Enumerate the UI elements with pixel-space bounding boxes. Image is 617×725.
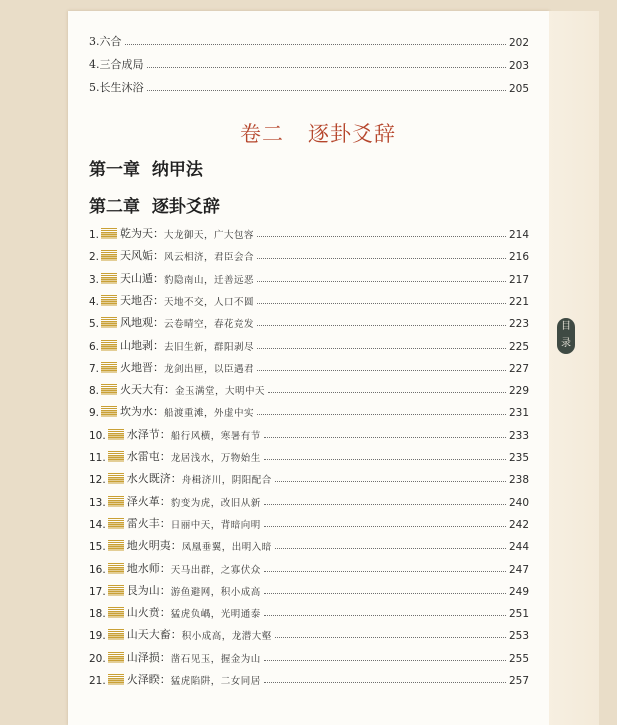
hexagram-name: 火泽睽	[126, 673, 160, 686]
dot-leader	[264, 615, 506, 616]
toc-entry[interactable]	[89, 75, 529, 95]
hexagram-icon	[108, 629, 124, 640]
dot-leader	[257, 414, 506, 415]
dot-leader	[264, 571, 506, 572]
entry-number: 6.	[89, 340, 100, 353]
hexagram-subtitle: 日丽中天，背暗向明	[170, 519, 261, 531]
separator-colon: ：	[159, 606, 171, 620]
toc-entry-hexagram[interactable]	[89, 533, 529, 553]
dot-leader	[257, 303, 506, 304]
hexagram-subtitle: 船行风横，寒暑有节	[170, 430, 261, 442]
entry-number: 7.	[89, 362, 100, 375]
hexagram-name: 艮为山	[126, 583, 160, 597]
chapter-heading[interactable]	[89, 155, 203, 180]
dot-leader	[257, 258, 506, 259]
separator-colon: ：	[170, 539, 182, 553]
hexagram-name: 水泽节	[126, 427, 160, 441]
hexagram-subtitle: 龙剑出匣，以臣遇君	[164, 363, 255, 375]
toc-page-number: 235	[508, 452, 529, 464]
hexagram-icon	[101, 250, 117, 261]
entry-number: 12.	[89, 474, 106, 487]
dot-leader	[257, 348, 506, 349]
toc-entry-hexagram[interactable]	[89, 466, 529, 486]
entry-number: 2.	[89, 251, 100, 264]
toc-entry-hexagram[interactable]	[89, 489, 529, 509]
hexagram-icon	[108, 674, 124, 685]
hexagram-subtitle: 云卷晴空，春花竞发	[164, 319, 255, 331]
dot-leader	[257, 281, 506, 282]
dot-leader	[264, 504, 506, 505]
page-margin	[549, 11, 599, 725]
toc-page-number: 238	[508, 474, 529, 487]
toc-entry[interactable]	[89, 52, 529, 72]
hexagram-name: 天地否	[120, 293, 154, 307]
dot-leader	[275, 637, 506, 638]
toc-page-number: 233	[508, 429, 529, 442]
toc-page-number: 231	[508, 407, 529, 420]
entry-number: 15.	[89, 541, 106, 554]
toc-entry-hexagram[interactable]	[89, 243, 529, 263]
entry-number: 21.	[89, 675, 106, 687]
toc-page-number: 227	[508, 362, 529, 375]
hexagram-name: 山地剥	[120, 338, 154, 352]
hexagram-subtitle: 豹隐南山，迁善远恶	[164, 274, 255, 286]
toc-entry-hexagram[interactable]	[89, 422, 529, 442]
dot-leader	[264, 437, 506, 438]
toc-entry-hexagram[interactable]	[89, 667, 529, 687]
hexagram-name: 天风姤	[120, 249, 154, 263]
toc-entry-hexagram[interactable]	[89, 600, 529, 620]
dot-leader	[264, 593, 506, 594]
toc-page-number: 249	[508, 585, 529, 598]
separator-colon: ：	[153, 360, 165, 374]
hexagram-subtitle: 猛虎负嵎，光明通泰	[170, 609, 261, 621]
entry-number: 17.	[89, 585, 106, 598]
separator-colon: ：	[164, 383, 176, 397]
hexagram-icon	[101, 295, 117, 306]
hexagram-subtitle: 游鱼避网，积小成高	[170, 586, 261, 598]
separator-colon: ：	[153, 271, 165, 285]
hexagram-icon	[101, 340, 117, 351]
volume-name: 逐卦爻辞	[308, 122, 396, 146]
dot-leader	[257, 236, 506, 237]
volume-part: 卷二	[240, 122, 284, 146]
toc-page-number: 251	[508, 608, 529, 621]
toc-entry-hexagram[interactable]	[89, 333, 529, 353]
hexagram-subtitle: 舟楫济川，阴阳配合	[181, 475, 272, 487]
hexagram-subtitle: 豹变为虎，改旧从新	[170, 497, 261, 509]
dot-leader	[264, 660, 506, 661]
dot-leader	[257, 370, 506, 371]
entry-number: 10.	[89, 429, 106, 442]
hexagram-subtitle: 大龙御天，广大包容	[164, 230, 255, 241]
separator-colon: ：	[153, 227, 165, 240]
hexagram-icon	[108, 429, 124, 440]
entry-number: 13.	[89, 496, 106, 509]
separator-colon: ：	[159, 561, 171, 575]
separator-colon: ：	[153, 338, 165, 352]
hexagram-subtitle: 天地不交，人口不圆	[164, 296, 255, 308]
toc-page-number: 244	[508, 541, 529, 554]
hexagram-icon	[108, 585, 124, 596]
hexagram-name: 雷火丰	[126, 516, 160, 530]
separator-colon: ：	[159, 516, 171, 530]
dot-leader	[275, 481, 506, 482]
hexagram-subtitle: 风云相济，君臣会合	[164, 252, 255, 264]
volume-title	[240, 118, 396, 148]
hexagram-name: 地火明夷	[126, 539, 171, 553]
hexagram-name: 山泽损	[126, 650, 160, 664]
toc-entry-hexagram[interactable]	[89, 310, 529, 330]
hexagram-subtitle: 凤凰垂翼，出明入暗	[181, 542, 272, 554]
toc-entry-hexagram[interactable]	[89, 377, 529, 397]
hexagram-subtitle: 猛虎陷阱，二女同居	[170, 676, 261, 687]
toc-entry-hexagram[interactable]	[89, 645, 529, 665]
entry-number: 16.	[89, 563, 106, 576]
chapter-title: 逐卦爻辞	[151, 197, 220, 217]
toc-page-number: 242	[508, 518, 529, 531]
entry-number: 4.	[89, 295, 100, 308]
hexagram-name: 山天大畜	[126, 628, 171, 642]
toc-page-number: 229	[508, 385, 529, 398]
contents-tab	[557, 318, 575, 354]
hexagram-name: 山火贲	[126, 606, 160, 620]
dot-leader	[264, 459, 506, 460]
hexagram-subtitle: 天马出群，之寡伏众	[170, 564, 261, 576]
hexagram-icon	[108, 496, 124, 507]
toc-page-number: 205	[508, 83, 529, 95]
hexagram-icon	[101, 317, 117, 328]
entry-number: 1.	[89, 229, 100, 241]
separator-colon: ：	[159, 427, 171, 441]
hexagram-name: 泽火革	[126, 494, 160, 508]
hexagram-name: 天山遁	[120, 271, 154, 285]
hexagram-subtitle: 去旧生新，群阳剥尽	[164, 341, 255, 353]
hexagram-icon	[101, 406, 117, 417]
toc-entry-hexagram[interactable]	[89, 266, 529, 286]
entry-number: 8.	[89, 385, 100, 398]
hexagram-icon	[101, 273, 117, 284]
toc-page-number: 203	[508, 60, 529, 72]
hexagram-name: 火天大有	[120, 383, 165, 397]
hexagram-icon	[108, 652, 124, 663]
hexagram-icon	[108, 607, 124, 618]
entry-number: 19.	[89, 630, 106, 643]
hexagram-subtitle: 金玉满堂，大明中天	[175, 386, 266, 398]
dot-leader	[264, 526, 506, 527]
toc-page-number: 257	[508, 675, 529, 687]
dot-leader	[268, 392, 506, 393]
toc-entry-hexagram[interactable]	[89, 556, 529, 576]
chapter-title: 纳甲法	[151, 160, 203, 180]
toc-entry-hexagram[interactable]	[89, 622, 529, 642]
hexagram-subtitle: 积小成高，龙潜大壑	[181, 631, 272, 643]
dot-leader	[264, 682, 506, 683]
hexagram-name: 水雷屯	[126, 450, 160, 463]
entry-number: 11.	[89, 452, 106, 464]
toc-entry-hexagram[interactable]	[89, 288, 529, 308]
hexagram-subtitle: 龙居浅水，万物始生	[170, 453, 261, 464]
hexagram-subtitle: 凿石见玉，握金为山	[170, 653, 261, 665]
toc-entry-hexagram[interactable]	[89, 221, 529, 241]
hexagram-icon	[101, 362, 117, 373]
toc-page-number: 247	[508, 563, 529, 576]
entry-number: 14.	[89, 518, 106, 531]
toc-page-number: 216	[508, 251, 529, 264]
toc-page-number: 217	[508, 273, 529, 286]
dot-leader	[275, 548, 506, 549]
toc-entry-label: 3.六合	[89, 35, 122, 48]
separator-colon: ：	[170, 472, 182, 486]
toc-entry-hexagram[interactable]	[89, 399, 529, 419]
hexagram-icon	[108, 563, 124, 574]
toc-entry-hexagram[interactable]	[89, 355, 529, 375]
chapter-label: 第二章	[89, 197, 140, 217]
chapter-label: 第一章	[89, 160, 140, 180]
hexagram-name: 乾为天	[120, 227, 154, 240]
toc-entry[interactable]	[89, 29, 529, 49]
dot-leader	[257, 325, 506, 326]
hexagram-icon	[108, 518, 124, 529]
hexagram-icon	[101, 228, 117, 239]
separator-colon: ：	[159, 583, 171, 597]
dot-leader	[125, 44, 506, 45]
hexagram-name: 水火既济	[126, 472, 171, 486]
toc-entry-label: 5.长生沐浴	[89, 81, 144, 94]
toc-entry-hexagram[interactable]	[89, 444, 529, 464]
toc-entry-label: 4.三合成局	[89, 58, 144, 71]
separator-colon: ：	[159, 450, 171, 463]
separator-colon: ：	[153, 249, 165, 263]
separator-colon: ：	[153, 316, 165, 330]
entry-number: 5.	[89, 318, 100, 331]
hexagram-icon	[108, 473, 124, 484]
toc-page-number: 255	[508, 652, 529, 665]
toc-page-number: 253	[508, 630, 529, 643]
toc-page-number: 221	[508, 295, 529, 308]
contents-tab-label: 目录	[561, 321, 571, 349]
toc-entry-hexagram[interactable]	[89, 511, 529, 531]
toc-page-number: 202	[508, 37, 529, 49]
separator-colon: ：	[153, 405, 165, 419]
hexagram-name: 坎为水	[120, 405, 154, 419]
hexagram-icon	[108, 540, 124, 551]
separator-colon: ：	[159, 650, 171, 664]
entry-number: 9.	[89, 407, 100, 420]
entry-number: 3.	[89, 273, 100, 286]
hexagram-name: 地水师	[126, 561, 160, 575]
toc-entry-hexagram[interactable]	[89, 578, 529, 598]
hexagram-icon	[101, 384, 117, 395]
toc-page-number: 214	[508, 229, 529, 241]
toc-page-number: 223	[508, 318, 529, 331]
chapter-heading[interactable]	[89, 192, 220, 217]
separator-colon: ：	[153, 293, 165, 307]
toc-page-number: 240	[508, 496, 529, 509]
hexagram-subtitle: 船渡重滩，外虚中实	[164, 408, 255, 420]
entry-number: 18.	[89, 608, 106, 621]
entry-number: 20.	[89, 652, 106, 665]
separator-colon: ：	[159, 494, 171, 508]
hexagram-name: 火地晋	[120, 360, 154, 374]
separator-colon: ：	[170, 628, 182, 642]
toc-page-number: 225	[508, 340, 529, 353]
separator-colon: ：	[159, 673, 171, 686]
dot-leader	[147, 90, 506, 91]
dot-leader	[147, 67, 506, 68]
hexagram-name: 风地观	[120, 316, 154, 330]
hexagram-icon	[108, 451, 124, 462]
